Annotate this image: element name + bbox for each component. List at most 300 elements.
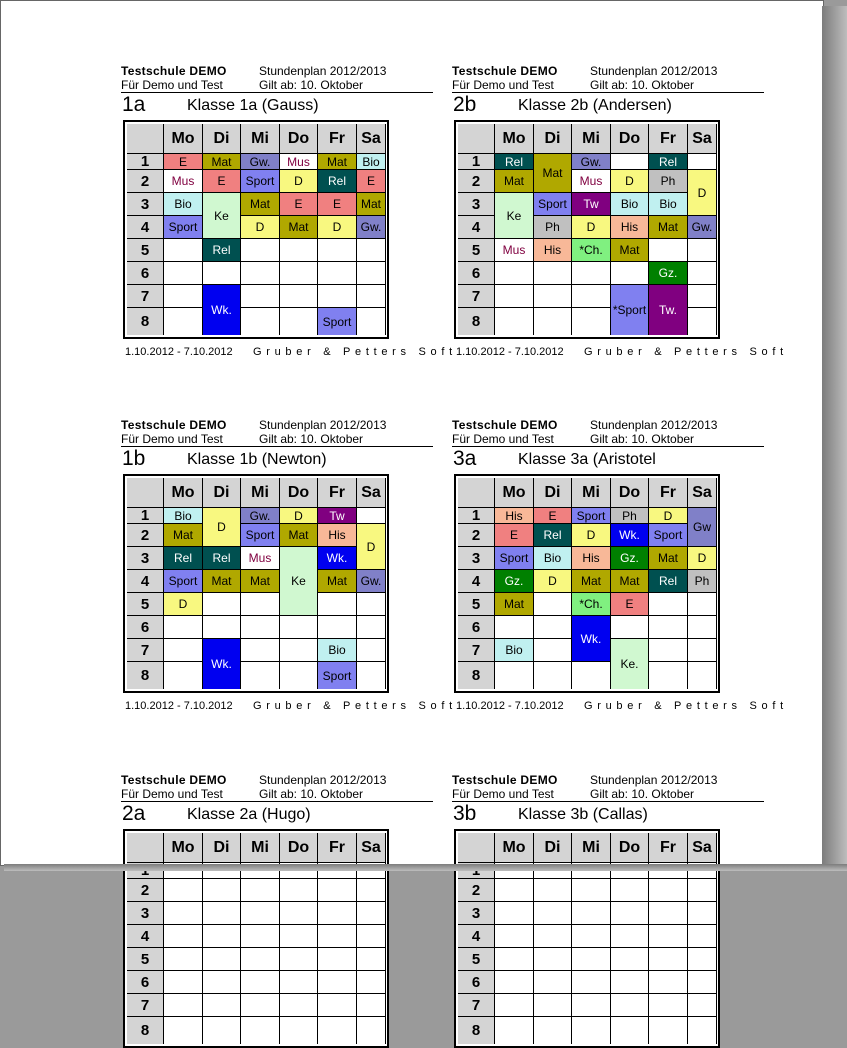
- lesson-cell[interactable]: Mat: [164, 524, 203, 547]
- empty-slot: [203, 593, 241, 616]
- day-header: Fr: [649, 478, 688, 508]
- day-header: Mi: [241, 124, 280, 154]
- day-header: Mo: [164, 124, 203, 154]
- lesson-cell[interactable]: Mat: [203, 570, 241, 593]
- period-number: 1: [127, 154, 164, 170]
- day-header: Mo: [164, 833, 203, 863]
- lesson-cell[interactable]: Gw.: [241, 508, 280, 524]
- empty-slot: [357, 925, 385, 948]
- lesson-cell[interactable]: Mus: [572, 170, 611, 193]
- lesson-cell[interactable]: Mus: [241, 547, 280, 570]
- day-header: Mi: [241, 478, 280, 508]
- lesson-cell[interactable]: Sport: [241, 524, 280, 547]
- lesson-cell[interactable]: His: [534, 239, 572, 262]
- period-number: 1: [458, 508, 495, 524]
- blank-header: [385, 478, 386, 508]
- empty-slot: [688, 239, 716, 262]
- day-header: Fr: [318, 124, 357, 154]
- lesson-cell[interactable]: Mat: [203, 154, 241, 170]
- lesson-cell[interactable]: D: [280, 508, 318, 524]
- lesson-cell[interactable]: Gz.: [649, 262, 688, 285]
- empty-slot: [611, 948, 649, 971]
- lesson-cell[interactable]: D: [241, 216, 280, 239]
- empty-slot: [318, 971, 357, 994]
- blank-column-cell: [716, 593, 717, 616]
- empty-slot: [241, 1017, 280, 1044]
- empty-slot: [164, 262, 203, 285]
- lesson-cell[interactable]: E: [495, 524, 534, 547]
- page-shadow-right: [822, 6, 847, 871]
- lesson-cell[interactable]: Mat: [280, 524, 318, 547]
- period-number: 8: [458, 662, 495, 689]
- empty-slot: [241, 285, 280, 308]
- period-number: 2: [127, 524, 164, 547]
- empty-slot: [241, 925, 280, 948]
- lesson-cell[interactable]: Sport: [495, 547, 534, 570]
- lesson-cell[interactable]: Wk.: [203, 285, 241, 335]
- empty-slot: [280, 639, 318, 662]
- empty-slot: [241, 879, 280, 902]
- publisher-name: Gruber & Petters Soft: [584, 700, 788, 712]
- header-rule: [452, 801, 764, 802]
- empty-slot: [241, 593, 280, 616]
- lesson-cell[interactable]: Tw: [318, 508, 357, 524]
- empty-slot: [357, 971, 385, 994]
- class-id: 1b: [122, 447, 146, 470]
- period-number: 4: [127, 925, 164, 948]
- lesson-cell[interactable]: Bio: [318, 639, 357, 662]
- blank-column-cell: [385, 285, 386, 308]
- period-number: 5: [458, 239, 495, 262]
- lesson-cell[interactable]: Rel: [203, 547, 241, 570]
- blank-column-cell: [716, 902, 717, 925]
- school-subtitle: Für Demo und Test: [452, 78, 554, 92]
- lesson-cell[interactable]: Wk.: [611, 524, 649, 547]
- lesson-cell[interactable]: Rel: [495, 154, 534, 170]
- lesson-cell[interactable]: D: [649, 508, 688, 524]
- period-number: 4: [127, 570, 164, 593]
- period-number: 2: [458, 524, 495, 547]
- class-id: 1a: [122, 93, 146, 116]
- school-name: Testschule DEMO: [452, 418, 558, 432]
- empty-slot: [688, 262, 716, 285]
- blank-column-cell: [385, 193, 386, 216]
- lesson-cell[interactable]: D: [688, 547, 716, 570]
- period-number: 1: [458, 154, 495, 170]
- lesson-cell[interactable]: Sport: [534, 193, 572, 216]
- empty-slot: [357, 616, 385, 639]
- lesson-cell[interactable]: Mat: [611, 570, 649, 593]
- lesson-cell[interactable]: *Ch.: [572, 239, 611, 262]
- day-header: Di: [534, 478, 572, 508]
- lesson-cell[interactable]: Sport: [649, 524, 688, 547]
- empty-slot: [495, 879, 534, 902]
- empty-slot: [611, 262, 649, 285]
- timetable-header: [452, 63, 764, 92]
- empty-slot: [534, 925, 572, 948]
- empty-slot: [280, 925, 318, 948]
- empty-slot: [688, 879, 716, 902]
- school-name: Testschule DEMO: [121, 773, 227, 787]
- valid-from: Gilt ab: 10. Oktober: [259, 432, 364, 446]
- lesson-cell[interactable]: Gw: [688, 508, 716, 547]
- empty-slot: [688, 639, 716, 662]
- lesson-cell[interactable]: Sport: [241, 170, 280, 193]
- valid-from: Gilt ab: 10. Oktober: [590, 432, 695, 446]
- lesson-cell[interactable]: His: [495, 508, 534, 524]
- empty-slot: [688, 308, 716, 335]
- empty-slot: [280, 262, 318, 285]
- header-rule: [121, 446, 433, 447]
- lesson-cell[interactable]: D: [534, 570, 572, 593]
- empty-slot: [164, 1017, 203, 1044]
- lesson-cell[interactable]: Mat: [495, 593, 534, 616]
- empty-slot: [534, 879, 572, 902]
- blank-column-cell: [385, 925, 386, 948]
- lesson-cell[interactable]: Tw.: [649, 285, 688, 335]
- empty-slot: [572, 925, 611, 948]
- day-header: Sa: [688, 478, 716, 508]
- lesson-cell[interactable]: E: [611, 593, 649, 616]
- period-number: 5: [458, 593, 495, 616]
- empty-slot: [357, 639, 385, 662]
- plan-title: Stundenplan 2012/2013: [590, 64, 718, 78]
- empty-slot: [649, 925, 688, 948]
- lesson-cell[interactable]: *Ch.: [572, 593, 611, 616]
- lesson-cell[interactable]: Wk.: [318, 547, 357, 570]
- empty-slot: [318, 879, 357, 902]
- empty-slot: [534, 662, 572, 689]
- lesson-cell[interactable]: D: [164, 593, 203, 616]
- lesson-cell[interactable]: Mus: [280, 154, 318, 170]
- period-number: 3: [127, 193, 164, 216]
- lesson-cell[interactable]: Mat: [241, 570, 280, 593]
- empty-slot: [649, 662, 688, 689]
- empty-slot: [688, 994, 716, 1017]
- period-number: 5: [127, 593, 164, 616]
- lesson-cell[interactable]: Ke: [203, 193, 241, 239]
- empty-slot: [534, 1017, 572, 1044]
- empty-slot: [688, 616, 716, 639]
- day-header: Fr: [649, 124, 688, 154]
- school-name: Testschule DEMO: [121, 64, 227, 78]
- lesson-cell[interactable]: Gw.: [241, 154, 280, 170]
- lesson-cell[interactable]: D: [280, 170, 318, 193]
- lesson-cell[interactable]: Gz.: [611, 547, 649, 570]
- blank-column-cell: [385, 154, 386, 170]
- empty-slot: [495, 948, 534, 971]
- lesson-cell[interactable]: His: [572, 547, 611, 570]
- date-range: 1.10.2012 - 7.10.2012: [125, 346, 233, 358]
- empty-slot: [688, 1017, 716, 1044]
- lesson-cell[interactable]: Ke.: [611, 639, 649, 689]
- blank-column-cell: [385, 948, 386, 971]
- empty-slot: [688, 285, 716, 308]
- lesson-cell[interactable]: Sport: [318, 308, 357, 335]
- blank-column-cell: [385, 508, 386, 524]
- empty-slot: [572, 662, 611, 689]
- empty-slot: [611, 971, 649, 994]
- empty-slot: [318, 239, 357, 262]
- empty-slot: [203, 994, 241, 1017]
- page-shadow-bottom: [4, 864, 847, 871]
- lesson-cell[interactable]: Mat: [649, 216, 688, 239]
- lesson-cell[interactable]: D: [688, 170, 716, 216]
- header-rule: [121, 92, 433, 93]
- empty-slot: [203, 948, 241, 971]
- blank-column-cell: [716, 239, 717, 262]
- blank-column-cell: [716, 662, 717, 689]
- period-number: 5: [127, 239, 164, 262]
- lesson-cell[interactable]: Rel: [318, 170, 357, 193]
- lesson-cell[interactable]: D: [318, 216, 357, 239]
- lesson-cell[interactable]: Mat: [318, 154, 357, 170]
- lesson-cell[interactable]: Mus: [495, 239, 534, 262]
- empty-slot: [241, 662, 280, 689]
- lesson-cell[interactable]: Tw: [572, 193, 611, 216]
- empty-slot: [688, 662, 716, 689]
- empty-slot: [280, 616, 318, 639]
- empty-slot: [495, 662, 534, 689]
- day-header: Sa: [357, 124, 385, 154]
- period-number: 1: [127, 508, 164, 524]
- empty-slot: [357, 285, 385, 308]
- empty-slot: [357, 994, 385, 1017]
- empty-slot: [611, 925, 649, 948]
- lesson-cell[interactable]: Bio: [164, 508, 203, 524]
- class-title: Klasse 1b (Newton): [187, 451, 327, 468]
- day-header: Do: [280, 833, 318, 863]
- empty-slot: [534, 593, 572, 616]
- lesson-cell[interactable]: D: [572, 524, 611, 547]
- blank-column-cell: [716, 285, 717, 308]
- plan-title: Stundenplan 2012/2013: [259, 418, 387, 432]
- day-header: Di: [534, 833, 572, 863]
- period-number: 6: [127, 971, 164, 994]
- day-header: Mo: [495, 833, 534, 863]
- lesson-cell[interactable]: Wk.: [572, 616, 611, 662]
- timetable-grid: [123, 829, 389, 1048]
- lesson-cell[interactable]: *Sport: [611, 285, 649, 335]
- timetable-header: [121, 772, 433, 801]
- lesson-cell[interactable]: E: [164, 154, 203, 170]
- timetable-grid: [454, 120, 720, 339]
- lesson-cell[interactable]: Mat: [241, 193, 280, 216]
- lesson-cell[interactable]: Ph: [688, 570, 716, 593]
- lesson-cell[interactable]: His: [611, 216, 649, 239]
- lesson-cell[interactable]: Mat: [611, 239, 649, 262]
- timetable-2b: [452, 63, 788, 363]
- empty-slot: [203, 879, 241, 902]
- period-number: 3: [127, 547, 164, 570]
- school-name: Testschule DEMO: [452, 64, 558, 78]
- empty-slot: [280, 239, 318, 262]
- lesson-cell[interactable]: Gw.: [357, 216, 385, 239]
- lesson-cell[interactable]: Bio: [534, 547, 572, 570]
- day-header: Sa: [688, 124, 716, 154]
- lesson-cell[interactable]: Ke: [280, 547, 318, 616]
- empty-slot: [649, 879, 688, 902]
- empty-slot: [611, 154, 649, 170]
- lesson-cell[interactable]: D: [203, 508, 241, 547]
- lesson-cell[interactable]: E: [280, 193, 318, 216]
- publisher-name: Gruber & Petters Soft: [584, 346, 788, 358]
- blank-column-cell: [385, 216, 386, 239]
- valid-from: Gilt ab: 10. Oktober: [590, 78, 695, 92]
- lesson-cell[interactable]: Mat: [649, 547, 688, 570]
- lesson-cell[interactable]: Sport: [164, 216, 203, 239]
- lesson-cell[interactable]: Bio: [495, 639, 534, 662]
- empty-slot: [318, 262, 357, 285]
- lesson-cell[interactable]: His: [318, 524, 357, 547]
- lesson-cell[interactable]: Gw.: [688, 216, 716, 239]
- empty-slot: [534, 971, 572, 994]
- empty-slot: [203, 971, 241, 994]
- school-subtitle: Für Demo und Test: [452, 432, 554, 446]
- empty-slot: [241, 262, 280, 285]
- lesson-cell[interactable]: Ke: [495, 193, 534, 239]
- lesson-cell[interactable]: D: [572, 216, 611, 239]
- corner-cell: [127, 478, 164, 508]
- lesson-cell[interactable]: D: [357, 524, 385, 570]
- class-id: 2a: [122, 802, 146, 825]
- empty-slot: [164, 994, 203, 1017]
- empty-slot: [357, 948, 385, 971]
- empty-slot: [357, 262, 385, 285]
- lesson-cell[interactable]: Gw.: [357, 570, 385, 593]
- empty-slot: [203, 616, 241, 639]
- period-number: 8: [127, 662, 164, 689]
- lesson-cell[interactable]: E: [357, 170, 385, 193]
- period-number: 3: [458, 902, 495, 925]
- empty-slot: [688, 154, 716, 170]
- timetable-header: [452, 772, 764, 801]
- lesson-cell[interactable]: Sport: [572, 508, 611, 524]
- blank-header: [385, 124, 386, 154]
- empty-slot: [572, 308, 611, 335]
- period-number: 7: [458, 285, 495, 308]
- timetable-header: [452, 417, 764, 446]
- timetable-grid: [454, 474, 720, 693]
- empty-slot: [357, 1017, 385, 1044]
- empty-slot: [534, 308, 572, 335]
- lesson-cell[interactable]: Mat: [357, 193, 385, 216]
- empty-slot: [241, 994, 280, 1017]
- blank-column-cell: [385, 593, 386, 616]
- day-header: Mo: [495, 478, 534, 508]
- lesson-cell[interactable]: Bio: [649, 193, 688, 216]
- lesson-cell[interactable]: Mat: [280, 216, 318, 239]
- period-number: 2: [127, 879, 164, 902]
- lesson-cell[interactable]: Mat: [534, 154, 572, 193]
- school-subtitle: Für Demo und Test: [121, 787, 223, 801]
- empty-slot: [280, 971, 318, 994]
- lesson-cell[interactable]: Ph: [534, 216, 572, 239]
- empty-slot: [611, 879, 649, 902]
- empty-slot: [164, 616, 203, 639]
- day-header: Mi: [572, 124, 611, 154]
- empty-slot: [534, 262, 572, 285]
- empty-slot: [203, 902, 241, 925]
- empty-slot: [280, 902, 318, 925]
- empty-slot: [495, 1017, 534, 1044]
- school-name: Testschule DEMO: [452, 773, 558, 787]
- lesson-cell[interactable]: D: [611, 170, 649, 193]
- lesson-cell[interactable]: Rel: [164, 547, 203, 570]
- blank-column-cell: [385, 239, 386, 262]
- day-header: Di: [203, 478, 241, 508]
- period-number: 8: [127, 1017, 164, 1044]
- lesson-cell[interactable]: Gz.: [495, 570, 534, 593]
- lesson-cell[interactable]: Ph: [649, 170, 688, 193]
- day-header: Fr: [318, 833, 357, 863]
- period-number: 7: [127, 994, 164, 1017]
- day-header: Sa: [357, 478, 385, 508]
- period-number: 2: [458, 879, 495, 902]
- lesson-cell[interactable]: Ph: [611, 508, 649, 524]
- blank-column-cell: [716, 154, 717, 170]
- lesson-cell[interactable]: Mat: [495, 170, 534, 193]
- period-number: 6: [458, 971, 495, 994]
- day-header: Do: [280, 124, 318, 154]
- period-number: 2: [458, 170, 495, 193]
- lesson-cell[interactable]: Sport: [164, 570, 203, 593]
- empty-slot: [572, 948, 611, 971]
- blank-column-cell: [385, 262, 386, 285]
- timetable-header: [121, 63, 433, 92]
- empty-slot: [318, 593, 357, 616]
- day-header: Fr: [318, 478, 357, 508]
- timetable-grid-inner: [127, 478, 385, 689]
- day-header: Do: [611, 478, 649, 508]
- empty-slot: [357, 902, 385, 925]
- lesson-cell[interactable]: Rel: [534, 524, 572, 547]
- lesson-cell[interactable]: Bio: [611, 193, 649, 216]
- corner-cell: [127, 124, 164, 154]
- empty-slot: [164, 879, 203, 902]
- lesson-cell[interactable]: Sport: [318, 662, 357, 689]
- empty-slot: [649, 639, 688, 662]
- lesson-cell[interactable]: E: [318, 193, 357, 216]
- lesson-cell[interactable]: E: [534, 508, 572, 524]
- empty-slot: [203, 262, 241, 285]
- class-title: Klasse 3b (Callas): [518, 806, 648, 823]
- period-number: 3: [458, 547, 495, 570]
- lesson-cell[interactable]: Gw.: [572, 154, 611, 170]
- class-title: Klasse 1a (Gauss): [187, 97, 319, 114]
- lesson-cell[interactable]: Mus: [164, 170, 203, 193]
- blank-column-cell: [716, 216, 717, 239]
- lesson-cell[interactable]: Bio: [357, 154, 385, 170]
- blank-column-cell: [716, 616, 717, 639]
- lesson-cell[interactable]: Wk.: [203, 639, 241, 689]
- lesson-cell[interactable]: Mat: [318, 570, 357, 593]
- lesson-cell[interactable]: Rel: [203, 239, 241, 262]
- corner-cell: [458, 833, 495, 863]
- lesson-cell[interactable]: Mat: [572, 570, 611, 593]
- plan-title: Stundenplan 2012/2013: [259, 64, 387, 78]
- empty-slot: [649, 902, 688, 925]
- period-number: 5: [458, 948, 495, 971]
- empty-slot: [611, 616, 649, 639]
- lesson-cell[interactable]: Rel: [649, 154, 688, 170]
- lesson-cell[interactable]: Bio: [164, 193, 203, 216]
- lesson-cell[interactable]: Rel: [649, 570, 688, 593]
- empty-slot: [495, 925, 534, 948]
- lesson-cell[interactable]: E: [203, 170, 241, 193]
- timetable-header: [121, 417, 433, 446]
- blank-column-cell: [716, 639, 717, 662]
